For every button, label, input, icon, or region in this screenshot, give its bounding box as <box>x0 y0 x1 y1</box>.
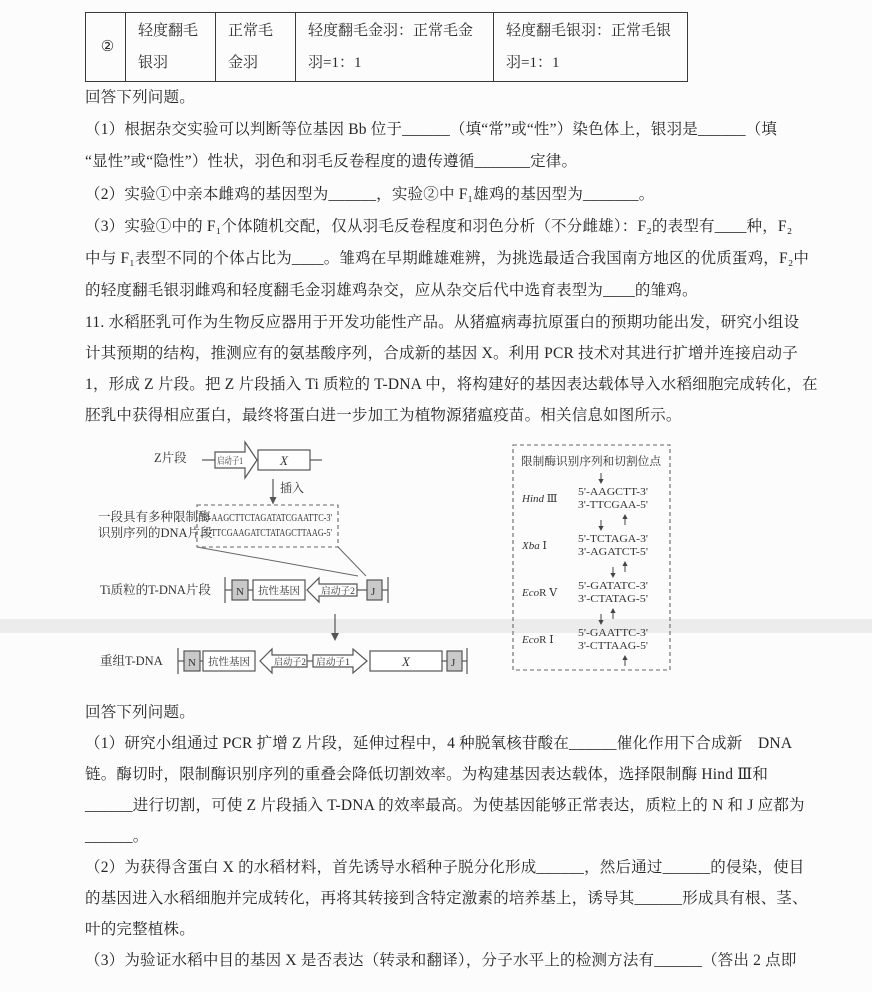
text-line: （2）为获得含蛋白 X 的水稻材料，首先诱导水稻种子脱分化形成______，然后通过______的侵染，使目 <box>85 859 805 876</box>
text-line: 回答下列问题。 <box>85 704 195 721</box>
text-line: 的轻度翻毛银羽雌鸡和轻度翻毛金羽雄鸡杂交，应从杂交后代中选育表型为____的雏鸡。 <box>85 282 698 300</box>
enzyme-seq-bottom: 3'-CTTAAG-5' <box>578 641 649 652</box>
enzyme-name: Hind Ⅲ <box>522 493 558 505</box>
recombinant-tdna-label: 重组T-DNA <box>100 654 163 668</box>
promoter2-label: 启动子2 <box>274 658 308 668</box>
text-line: 胚乳中获得相应蛋白，最终将蛋白进一步加工为植物源猪瘟疫苗。相关信息如图所示。 <box>85 407 682 424</box>
n-box-label: N <box>188 657 196 669</box>
cross-experiment-table <box>85 12 688 82</box>
text-line: ______。 <box>85 828 149 845</box>
enzyme-seq-bottom: 3'-AGATCT-5' <box>578 547 649 558</box>
enzyme-seq-top: 5'-GAATTC-3' <box>578 628 649 639</box>
promoter2-label: 启动子2 <box>321 587 355 597</box>
dna-fragment-label-line1: 一段具有多种限制酶 <box>98 510 211 524</box>
cut-site-up-arrow <box>622 514 627 525</box>
text-line: 的基因进入水稻细胞并完成转化，再将其转接到含特定激素的培养基上，诱导其______形成具有根、茎、 <box>85 890 808 907</box>
enzyme-seq-bottom: 3'-TTCGAA-5' <box>578 500 649 511</box>
cut-site-up-arrow <box>622 561 627 572</box>
resistance-gene-label: 抗性基因 <box>258 586 300 597</box>
j-box-label: J <box>451 657 456 669</box>
cell-offspring-male-ratio: 轻度翻毛银羽：正常毛银羽=1：1 <box>494 13 688 82</box>
enzyme-name: EcoR Ⅰ <box>522 634 554 646</box>
n-box-label: N <box>236 586 244 598</box>
dna-sequence-bottom: 3'-TTCGAAGATCTATAGCTTAAG-5' <box>203 528 333 539</box>
cut-site-down-arrow <box>598 473 603 484</box>
insert-label: 插入 <box>280 481 305 495</box>
dna-fragment-label-line2: 识别序列的DNA片段 <box>98 526 213 540</box>
text-line: （3）实验①中的 F₁个体随机交配，仅从羽毛反卷程度和羽色分析（不分雌雄）：F₂的表型有____种，F₂ <box>85 217 793 235</box>
text-line: （1）研究小组通过 PCR 扩增 Z 片段，延伸过程中，4 种脱氧核苷酸在______催化作用下合成新 DNA <box>85 735 793 752</box>
table-row <box>86 13 688 82</box>
dna-fragment-dashed-box <box>197 505 338 547</box>
promoter1-label: 启动子1 <box>316 658 350 668</box>
down-arrow-head <box>331 633 339 641</box>
promoter1-label: 启动子1 <box>217 457 251 467</box>
enzyme-box-title: 限制酶识别序列和切割位点 <box>521 456 659 468</box>
ti-tdna-label: Ti质粒的T-DNA片段 <box>100 583 211 597</box>
enzyme-seq-top: 5'-AAGCTT-3' <box>578 487 649 498</box>
vector-construction-diagram <box>90 432 500 700</box>
text-line: ______进行切割，可使 Z 片段插入 T-DNA 的效率最高。为使基因能够正常表达，质粒上的 N 和 J 应都为 <box>85 797 805 814</box>
text-line: 1，形成 Z 片段。把 Z 片段插入 Ti 质粒的 T-DNA 中，将构建好的基因表达载体导入水稻细胞完成转化，在 <box>85 376 818 393</box>
text-line: 中与 F₁表型不同的个体占比为____。雏鸡在早期雌雄难辨，为挑选最适合我国南方地区的优质蛋鸡，F₂中 <box>85 250 810 268</box>
cut-site-down-arrow <box>610 567 615 578</box>
z-fragment-label: Z片段 <box>154 451 187 465</box>
text-line: 回答下列问题。 <box>85 89 195 106</box>
text-line: 计其预期的结构，推测应有的氨基酸序列，合成新的基因 X。利用 PCR 技术对其进行扩增并连接启动子 <box>85 345 798 362</box>
enzyme-name: Xba Ⅰ <box>522 540 547 552</box>
question11-intro-block <box>85 307 818 431</box>
text-line: 链。酶切时，限制酶识别序列的重叠会降低切割效率。为构建基因表达载体，选择限制酶 Hind Ⅲ和 <box>85 766 769 783</box>
question11-answer-block <box>85 697 808 976</box>
text-line: （3）为验证水稻中目的基因 X 是否表达（转录和翻译），分子水平上的检测方法有______（答出 2 点即 <box>85 952 797 969</box>
cut-site-up-arrow <box>610 608 615 619</box>
enzyme-seq-bottom: 3'-CTATAG-5' <box>578 594 649 605</box>
cell-offspring-female-ratio: 轻度翻毛金羽：正常毛金羽=1：1 <box>296 13 494 82</box>
text-line: “显性”或“隐性”）性状，羽色和羽毛反卷程度的遗传遵循_______定律。 <box>85 153 578 171</box>
text-line: 叶的完整植株。 <box>85 921 195 938</box>
cut-site-up-arrow <box>622 655 627 666</box>
text-line: （1）根据杂交实验可以判断等位基因 Bb 位于______（填“常”或“性”）染色体上，银羽是______（填 <box>85 121 778 139</box>
gene-x-label: X <box>402 654 410 669</box>
cell-parent-female: 轻度翻毛银羽 <box>126 13 216 82</box>
insert-arrow-head <box>270 497 277 505</box>
restriction-enzyme-box <box>505 440 685 678</box>
text-line: （2）实验①中亲本雌鸡的基因型为______，实验②中 F₁雄鸡的基因型为_______。 <box>85 185 655 203</box>
cut-site-down-arrow <box>598 614 603 625</box>
cell-experiment-number: ② <box>86 13 126 82</box>
enzyme-name: EcoR Ⅴ <box>522 587 558 599</box>
funnel-line-right <box>338 547 366 576</box>
dna-sequence-top: 5'-AAGCTTCTAGATATCGAATTC-3' <box>203 513 333 524</box>
resistance-gene-label: 抗性基因 <box>208 657 250 668</box>
gene-x-label: X <box>280 453 288 468</box>
question10-text-block <box>85 82 809 307</box>
funnel-line-left <box>197 547 358 576</box>
cut-site-down-arrow <box>598 520 603 531</box>
cell-parent-male: 正常毛金羽 <box>216 13 296 82</box>
text-line: 11. 水稻胚乳可作为生物反应器用于开发功能性产品。从猪瘟病毒抗原蛋白的预期功能出发，研究小组设 <box>85 314 800 331</box>
enzyme-seq-top: 5'-GATATC-3' <box>578 581 649 592</box>
enzyme-seq-top: 5'-TCTAGA-3' <box>578 534 649 545</box>
j-box-label: J <box>371 586 376 598</box>
